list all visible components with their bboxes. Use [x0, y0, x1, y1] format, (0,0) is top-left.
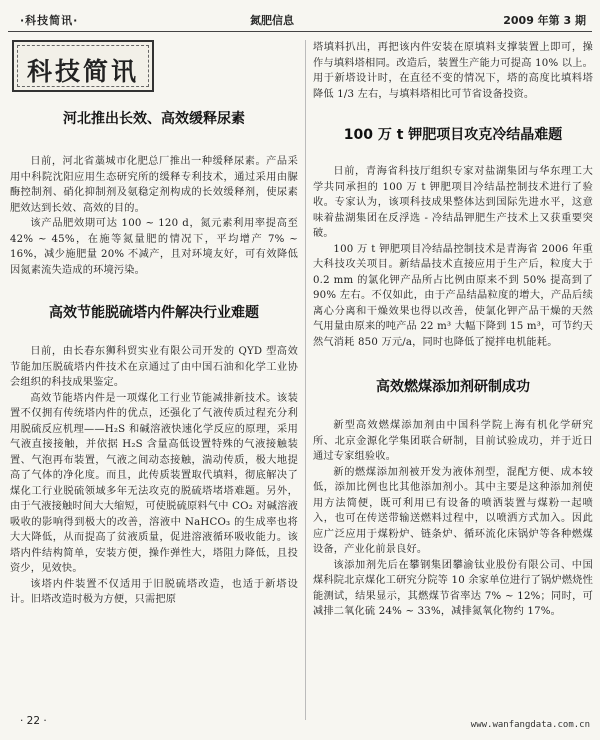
section-banner	[12, 40, 154, 92]
banner-title: 科技简讯	[26, 57, 139, 86]
article-title: 高效燃煤添加剂研制成功	[376, 379, 530, 395]
article-paragraph: 新型高效燃煤添加剂由中国科学院上海有机化学研究所、北京金源化学集团联合研制，目前试验成功，并于近日通过专家组验收。	[313, 420, 593, 462]
article-paragraph: 该产品肥效期可达 100 ~ 120 d，氮元素利用率提高至 42% ~ 45%，在施等氮量肥的情况下，平均增产 7% ~ 16%，减少施肥量 20% 不减产，且对环境友好，可有效降低因氮素流失造成的环境污染。	[10, 218, 298, 276]
journal-title: 氮肥信息	[250, 14, 294, 27]
section-label: ·科技简讯·	[20, 14, 79, 27]
column-divider	[305, 40, 306, 720]
article-title: 100 万 t 钾肥项目攻克冷结晶难题	[343, 127, 563, 143]
article-continuation: 塔填料扒出，再把该内件安装在原填料支撑装置上即可，操作与填料塔相同。改造后，装置生产能力可提高 10% 以上。用于新塔设计时，在直径不变的情况下，塔的高度比填料塔降低 1/3 左右，与填料塔相比可节省设备投资。	[313, 42, 593, 100]
article-paragraph: 新的燃煤添加剂被开发为液体剂型，混配方便、成本较低，添加比例也比其他添加剂小。其中主要是这种添加剂使用方法简便，既可利用已有设备的喷洒装置与煤粉一起喷入，也可在传送带输送燃料过程中，以喷洒方式加入。因此应广泛应用于煤粉炉、链条炉、循环流化床锅炉等各种燃煤设备，产业化前景良好。	[313, 466, 593, 555]
header-rule	[8, 31, 592, 32]
article-paragraph: 100 万 t 钾肥项目冷结晶控制技术是青海省 2006 年重大科技攻关项目。新结晶技术直接应用于生产后，粒度大于 0.2 mm 的氯化钾产品所占比例由原来不到 50% 提高到了 90% 左右。不仅如此，由于产品结晶粒度的增大，产品后续离心分离和干燥效果也得以改善，使氯化钾产品干燥的天然气用量由原来的吨产品 22 m³ 大幅下降到 15 m³，可节约天然气消耗 850 万元/a，同时也降低了搅拌电机能耗。	[313, 243, 593, 348]
page-number: · 22 ·	[20, 715, 47, 727]
issue-label: 2009 年第 3 期	[503, 14, 586, 27]
right-column	[313, 40, 593, 620]
article-paragraph: 日前，由长春东狮科贸实业有限公司开发的 QYD 型高效节能加压脱硫塔内件技术在京通过了由中国石油和化学工业协会组织的科技成果鉴定。	[10, 346, 298, 388]
watermark: www.wanfangdata.com.cn	[470, 720, 590, 730]
left-column	[10, 40, 298, 608]
article-paragraph: 日前，青海省科技厅组织专家对盐湖集团与华东理工大学共同承担的 100 万 t 钾肥项目冷结晶控制技术进行了验收。专家认为，该项科技成果整体达到国际先进水平，这意味着盐湖集团在反浮选 - 冷结晶钾肥生产技术上又获重要突破。	[313, 166, 593, 239]
running-header	[0, 0, 600, 34]
article-title: 高效节能脱硫塔内件解决行业难题	[49, 305, 259, 321]
article-paragraph: 高效节能塔内件是一项煤化工行业节能减排新技术。该装置不仅拥有传统塔内件的优点，还强化了气液传质过程充分利用脱硫反应机理——H₂S 和碱溶液快速化学反应的原理，采用气液直接接触，并依据 H₂S 含量高低设置特殊的气液接触装置、气泡再布装置，气液之间动态接触，湍动传质，极大地提高了气体的净化度。而且，此传质装置取代填料，彻底解决了煤化工行业脱硫领域多年无法攻克的脱硫塔堵塔难题。另外，由于气液接触时间大大缩短，可使脱硫原料气中 CO₂ 对碱溶液吸收的影响得到极大的改善，溶液中 NaHCO₃ 的生成率也将大大降低，从而提高了贫液质量，促进溶液循环吸收能力。该塔内件结构简单，安装方便，操作弹性大，塔阻力降低，且投资少，见效快。	[10, 392, 298, 574]
article-paragraph: 该塔内件装置不仅适用于旧脱硫塔改造，也适于新塔设计。旧塔改造时极为方便，只需把原	[10, 578, 298, 605]
article-paragraph: 日前，河北省藁城市化肥总厂推出一种缓释尿素。产品采用中科院沈阳应用生态研究所的缓释专利技术，通过采用由脲酶控制剂、硝化抑制剂及氨稳定剂构成的长效缓释剂，使尿素肥效达到长效、高效的目的。	[10, 156, 298, 214]
article-paragraph: 该添加剂先后在攀钢集团攀渝钛业股份有限公司、中国煤科院北京煤化工研究分院等 10 余家单位进行了锅炉燃烧性能测试，结果显示，其燃煤节省率达 7% ~ 12%；同时，可减排二氧化硫 24% ~ 33%，减排氮氧化物约 17%。	[313, 559, 593, 617]
article-title: 河北推出长效、高效缓释尿素	[63, 111, 245, 127]
